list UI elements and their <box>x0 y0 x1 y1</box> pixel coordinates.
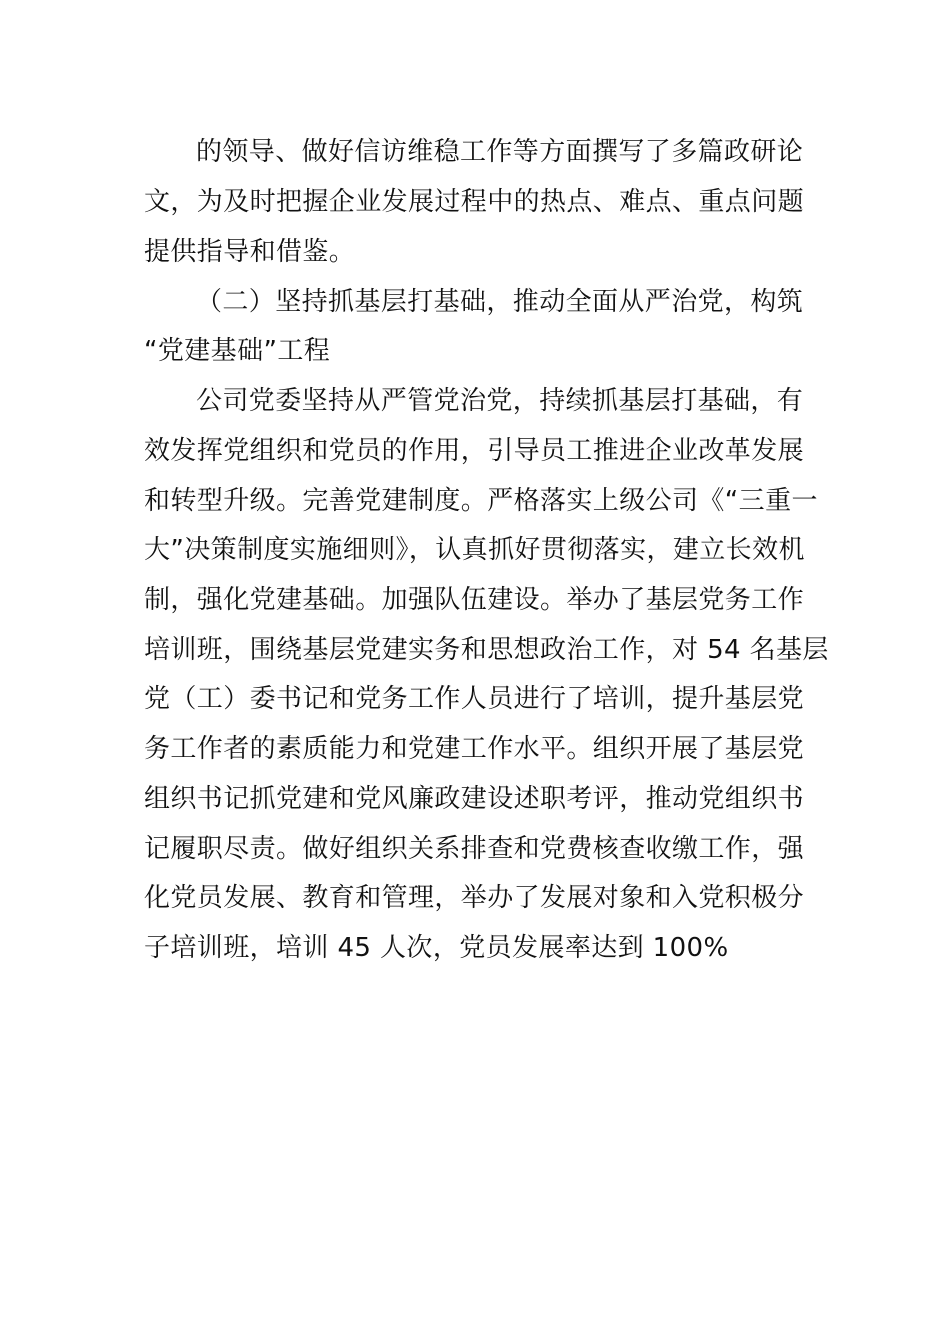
section-heading-line: “党建基础”工程 <box>144 336 331 366</box>
paragraph-line: 化党员发展、教育和管理，举办了发展对象和入党积极分 <box>144 883 805 913</box>
paragraph-line: 效发挥党组织和党员的作用，引导员工推进企业改革发展 <box>144 436 805 466</box>
paragraph-line: 文，为及时把握企业发展过程中的热点、难点、重点问题 <box>144 187 805 217</box>
paragraph-line: 制，强化党建基础。加强队伍建设。举办了基层党务工作 <box>144 585 805 615</box>
paragraph-line: 子培训班，培训 45 人次，党员发展率达到 100% <box>144 933 729 963</box>
paragraph-line: 培训班，围绕基层党建实务和思想政治工作，对 54 名基层 <box>144 635 829 665</box>
paragraph-line: 和转型升级。完善党建制度。严格落实上级公司《“三重一 <box>144 486 818 516</box>
paragraph-line: 公司党委坚持从严管党治党，持续抓基层打基础，有 <box>196 386 804 416</box>
paragraph-line: 大”决策制度实施细则》，认真抓好贯彻落实，建立长效机 <box>144 535 805 565</box>
paragraph-line: 记履职尽责。做好组织关系排查和党费核查收缴工作，强 <box>144 834 805 864</box>
paragraph-line: 提供指导和借鉴。 <box>144 237 356 267</box>
paragraph-line: 务工作者的素质能力和党建工作水平。组织开展了基层党 <box>144 734 805 764</box>
section-heading-line: （二）坚持抓基层打基础，推动全面从严治党，构筑 <box>196 287 804 317</box>
paragraph-line: 的领导、做好信访维稳工作等方面撰写了多篇政研论 <box>196 137 804 167</box>
paragraph-line: 组织书记抓党建和党风廉政建设述职考评，推动党组织书 <box>144 784 805 814</box>
paragraph-line: 党（工）委书记和党务工作人员进行了培训，提升基层党 <box>144 684 805 714</box>
